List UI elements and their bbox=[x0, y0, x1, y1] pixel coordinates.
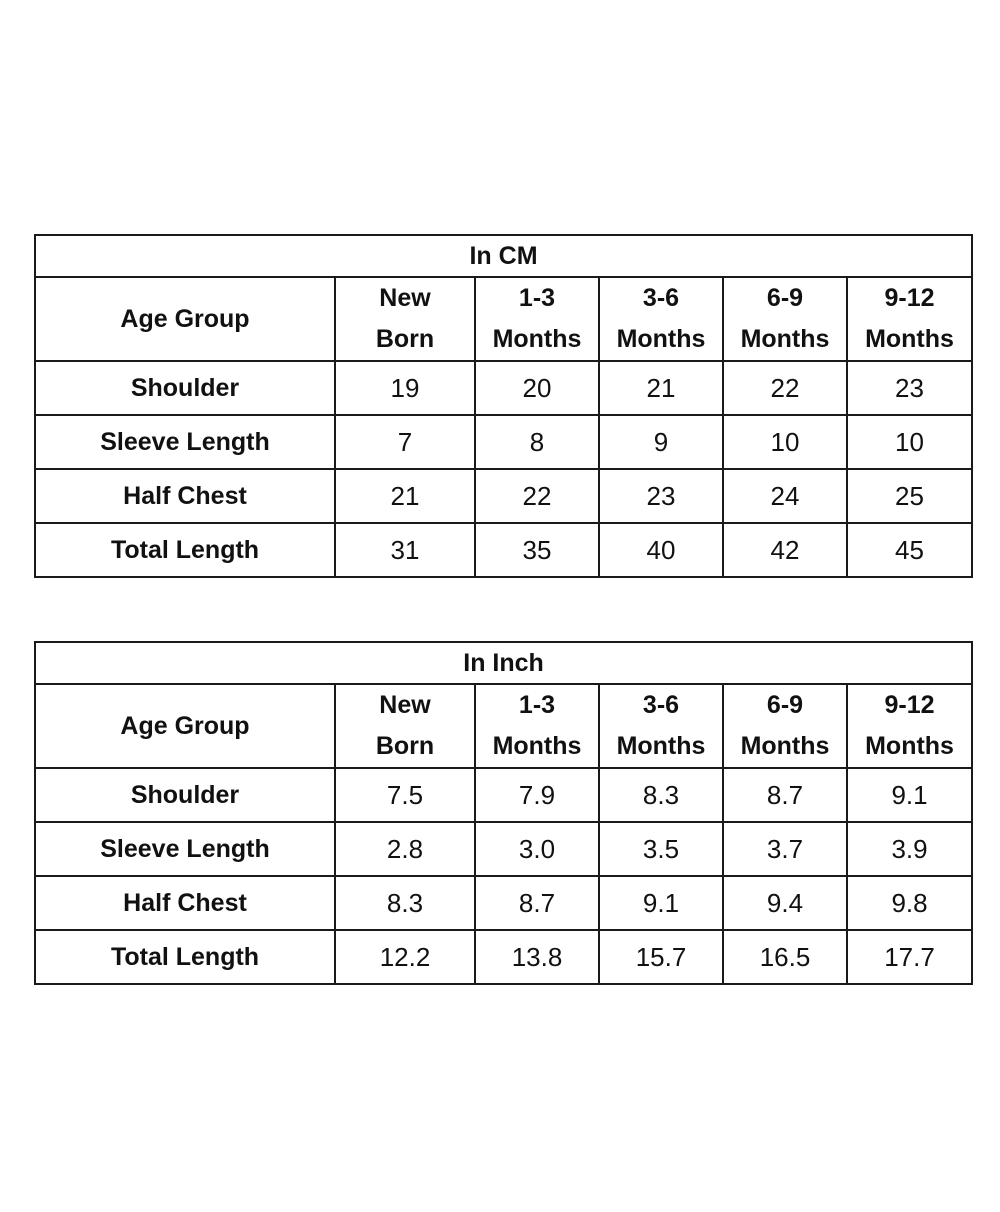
column-header-3-6-months bbox=[599, 277, 723, 361]
table-cell: 9.1 bbox=[599, 876, 723, 930]
table-cell: 8.3 bbox=[335, 876, 475, 930]
table-cell: 25 bbox=[847, 469, 972, 523]
row-label: Sleeve Length bbox=[35, 822, 335, 876]
table-cell: 23 bbox=[599, 469, 723, 523]
row-label: Shoulder bbox=[35, 361, 335, 415]
table-cell: 17.7 bbox=[847, 930, 972, 984]
table-row-half-chest bbox=[35, 469, 972, 523]
table-row-half-chest bbox=[35, 876, 972, 930]
column-header-line2: Months bbox=[492, 325, 582, 353]
table-cell: 45 bbox=[847, 523, 972, 577]
column-header-line1: 6-9 bbox=[766, 691, 804, 719]
column-header-1-3-months bbox=[475, 684, 599, 768]
column-header-line1: 1-3 bbox=[518, 284, 556, 312]
table-row-shoulder bbox=[35, 361, 972, 415]
table-cell: 9.4 bbox=[723, 876, 847, 930]
table-title: In Inch bbox=[35, 642, 972, 684]
table-cell: 9 bbox=[599, 415, 723, 469]
table-cell: 8.7 bbox=[723, 768, 847, 822]
table-cell: 8.3 bbox=[599, 768, 723, 822]
table-cell: 3.5 bbox=[599, 822, 723, 876]
row-label: Shoulder bbox=[35, 768, 335, 822]
row-label: Sleeve Length bbox=[35, 415, 335, 469]
column-header-line2: Months bbox=[616, 325, 706, 353]
table-row-sleeve-length bbox=[35, 415, 972, 469]
row-label: Half Chest bbox=[35, 469, 335, 523]
column-header-line2: Months bbox=[616, 732, 706, 760]
table-cell: 7.9 bbox=[475, 768, 599, 822]
table-header-row bbox=[35, 277, 972, 361]
table-title: In CM bbox=[35, 235, 972, 277]
table-cell: 16.5 bbox=[723, 930, 847, 984]
size-table-inch bbox=[34, 641, 973, 985]
table-row-shoulder bbox=[35, 768, 972, 822]
row-label: Half Chest bbox=[35, 876, 335, 930]
table-cell: 20 bbox=[475, 361, 599, 415]
table-cell: 21 bbox=[599, 361, 723, 415]
table-header-row bbox=[35, 684, 972, 768]
table-cell: 7 bbox=[335, 415, 475, 469]
table-cell: 13.8 bbox=[475, 930, 599, 984]
table-title-row bbox=[35, 235, 972, 277]
table-cell: 19 bbox=[335, 361, 475, 415]
column-header-newborn bbox=[335, 277, 475, 361]
table-row-sleeve-length bbox=[35, 822, 972, 876]
table-cell: 9.8 bbox=[847, 876, 972, 930]
column-header-9-12-months bbox=[847, 277, 972, 361]
size-table-cm bbox=[34, 234, 973, 578]
column-header-line1: 9-12 bbox=[884, 691, 935, 719]
row-label: Total Length bbox=[35, 930, 335, 984]
table-cell: 42 bbox=[723, 523, 847, 577]
table-cell: 10 bbox=[723, 415, 847, 469]
table-cell: 9.1 bbox=[847, 768, 972, 822]
table-cell: 31 bbox=[335, 523, 475, 577]
column-header-line1: 6-9 bbox=[766, 284, 804, 312]
column-header-line1: New bbox=[379, 284, 431, 312]
column-header-line1: 1-3 bbox=[518, 691, 556, 719]
column-header-line2: Born bbox=[375, 732, 435, 760]
column-header-line1: 3-6 bbox=[642, 284, 680, 312]
table-cell: 15.7 bbox=[599, 930, 723, 984]
table-cell: 12.2 bbox=[335, 930, 475, 984]
column-header-1-3-months bbox=[475, 277, 599, 361]
table-cell: 40 bbox=[599, 523, 723, 577]
table-cell: 24 bbox=[723, 469, 847, 523]
table-cell: 22 bbox=[723, 361, 847, 415]
column-header-newborn bbox=[335, 684, 475, 768]
column-header-line2: Months bbox=[740, 325, 830, 353]
column-header-3-6-months bbox=[599, 684, 723, 768]
table-row-total-length bbox=[35, 523, 972, 577]
table-cell: 22 bbox=[475, 469, 599, 523]
column-header-line1: New bbox=[379, 691, 431, 719]
table-cell: 2.8 bbox=[335, 822, 475, 876]
table-cell: 8 bbox=[475, 415, 599, 469]
column-header-line1: 9-12 bbox=[884, 284, 935, 312]
table-cell: 8.7 bbox=[475, 876, 599, 930]
column-header-line2: Months bbox=[865, 732, 954, 760]
table-title-row bbox=[35, 642, 972, 684]
table-cell: 3.0 bbox=[475, 822, 599, 876]
table-cell: 3.9 bbox=[847, 822, 972, 876]
column-header-line1: 3-6 bbox=[642, 691, 680, 719]
age-group-header: Age Group bbox=[35, 277, 335, 361]
row-label: Total Length bbox=[35, 523, 335, 577]
column-header-6-9-months bbox=[723, 684, 847, 768]
age-group-header: Age Group bbox=[35, 684, 335, 768]
table-cell: 21 bbox=[335, 469, 475, 523]
column-header-line2: Months bbox=[865, 325, 954, 353]
table-cell: 7.5 bbox=[335, 768, 475, 822]
column-header-9-12-months bbox=[847, 684, 972, 768]
column-header-line2: Born bbox=[375, 325, 435, 353]
table-cell: 35 bbox=[475, 523, 599, 577]
column-header-line2: Months bbox=[492, 732, 582, 760]
table-cell: 10 bbox=[847, 415, 972, 469]
table-cell: 3.7 bbox=[723, 822, 847, 876]
table-cell: 23 bbox=[847, 361, 972, 415]
column-header-6-9-months bbox=[723, 277, 847, 361]
column-header-line2: Months bbox=[740, 732, 830, 760]
table-row-total-length bbox=[35, 930, 972, 984]
